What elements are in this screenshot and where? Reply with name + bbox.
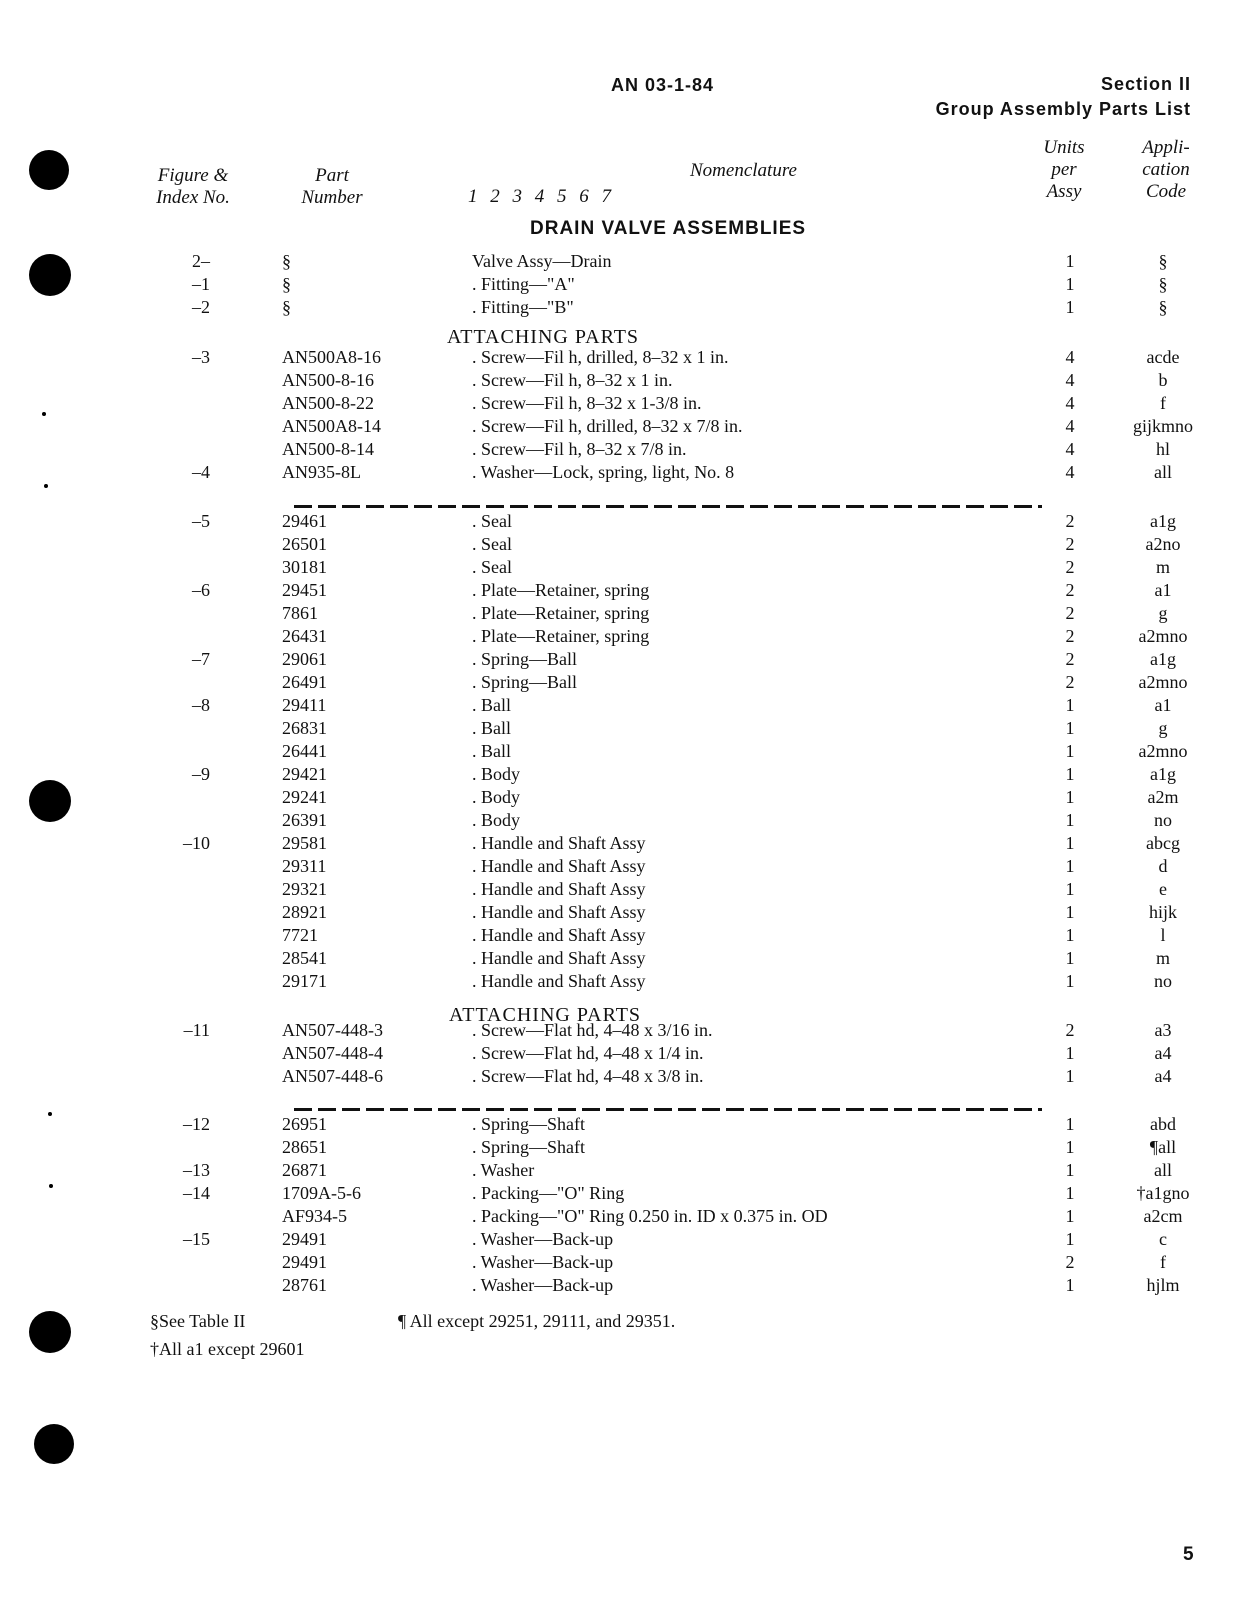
part-number: 29581 bbox=[282, 833, 327, 853]
units-per-assy: 2 bbox=[1065, 1020, 1075, 1040]
nomenclature: . Screw—Fil h, 8–32 x 1 in. bbox=[472, 370, 673, 390]
units-per-assy: 1 bbox=[1065, 1275, 1075, 1295]
units-per-assy: 1 bbox=[1065, 1206, 1075, 1226]
table-row bbox=[0, 296, 1244, 319]
table-row bbox=[0, 250, 1244, 273]
nomenclature: . Packing—"O" Ring bbox=[472, 1183, 625, 1203]
footnote-section-mark: §See Table II bbox=[150, 1311, 246, 1331]
table-row bbox=[0, 1136, 1244, 1159]
application-code: a1g bbox=[1150, 649, 1176, 669]
part-number: 30181 bbox=[282, 557, 327, 577]
table-row bbox=[0, 809, 1244, 832]
application-code: a4 bbox=[1154, 1066, 1172, 1086]
app-header-line1: Appli- bbox=[1142, 137, 1190, 158]
nomenclature: . Plate—Retainer, spring bbox=[472, 603, 650, 623]
figure-index: –7 bbox=[192, 649, 210, 669]
units-per-assy: 2 bbox=[1065, 672, 1075, 692]
nomenclature: . Handle and Shaft Assy bbox=[472, 925, 646, 945]
application-code: § bbox=[1158, 297, 1168, 317]
nomenclature: . Plate—Retainer, spring bbox=[472, 580, 650, 600]
part-number: AN507-448-6 bbox=[282, 1066, 383, 1086]
units-per-assy: 2 bbox=[1065, 1252, 1075, 1272]
table-row bbox=[0, 901, 1244, 924]
nomenclature: . Body bbox=[472, 810, 521, 830]
nomenclature: . Spring—Ball bbox=[472, 672, 578, 692]
table-row bbox=[0, 878, 1244, 901]
application-code: m bbox=[1155, 557, 1170, 577]
part-number: 29411 bbox=[282, 695, 327, 715]
application-code: f bbox=[1160, 393, 1166, 413]
table-row bbox=[0, 855, 1244, 878]
application-code: b bbox=[1158, 370, 1168, 390]
nomenclature: . Handle and Shaft Assy bbox=[472, 948, 646, 968]
attaching-parts-label: ATTACHING PARTS bbox=[449, 1004, 642, 1026]
part-number: 29491 bbox=[282, 1252, 327, 1272]
figure-index: –1 bbox=[192, 274, 210, 294]
units-per-assy: 1 bbox=[1065, 879, 1075, 899]
table-row bbox=[0, 694, 1244, 717]
application-code: g bbox=[1158, 718, 1168, 738]
nomenclature: . Spring—Shaft bbox=[472, 1114, 586, 1134]
figure-index: –5 bbox=[192, 511, 210, 531]
part-number: AN507-448-4 bbox=[282, 1043, 383, 1063]
nomenclature: . Screw—Fil h, 8–32 x 7/8 in. bbox=[472, 439, 687, 459]
nomenclature: . Washer—Back-up bbox=[472, 1275, 614, 1295]
table-row bbox=[0, 1274, 1244, 1297]
application-code: a2m bbox=[1147, 787, 1179, 807]
units-per-assy: 1 bbox=[1065, 1137, 1075, 1157]
application-code: a2cm bbox=[1143, 1206, 1183, 1226]
application-code: all bbox=[1154, 462, 1172, 482]
units-per-assy: 2 bbox=[1065, 580, 1075, 600]
units-per-assy: 1 bbox=[1065, 971, 1075, 991]
doc-number: AN 03-1-84 bbox=[611, 75, 715, 95]
part-number: 29461 bbox=[282, 511, 327, 531]
application-code: a3 bbox=[1154, 1020, 1172, 1040]
nomenclature: . Body bbox=[472, 764, 521, 784]
figure-index: –3 bbox=[192, 347, 210, 367]
part-number: 7861 bbox=[282, 603, 318, 623]
table-row bbox=[0, 625, 1244, 648]
table-row bbox=[0, 602, 1244, 625]
nomenclature: . Washer—Back-up bbox=[472, 1252, 614, 1272]
application-code: acde bbox=[1146, 347, 1180, 367]
figure-header-line1: Figure & bbox=[157, 165, 229, 186]
section-label: Section II bbox=[1100, 74, 1191, 94]
figure-index: –13 bbox=[183, 1160, 210, 1180]
application-code: m bbox=[1155, 948, 1170, 968]
part-number: 28761 bbox=[282, 1275, 327, 1295]
application-code: abcg bbox=[1146, 833, 1180, 853]
table-row bbox=[0, 1205, 1244, 1228]
table-row bbox=[0, 533, 1244, 556]
units-per-assy: 1 bbox=[1065, 1043, 1075, 1063]
table-row bbox=[0, 924, 1244, 947]
table-row bbox=[0, 1065, 1244, 1088]
application-code: a2mno bbox=[1138, 741, 1188, 761]
units-per-assy: 2 bbox=[1065, 557, 1075, 577]
nomenclature: . Screw—Flat hd, 4–48 x 3/8 in. bbox=[472, 1066, 704, 1086]
part-number: 26501 bbox=[282, 534, 327, 554]
table-row bbox=[0, 1042, 1244, 1065]
attaching-parts-label: ATTACHING PARTS bbox=[447, 326, 640, 348]
part-number: 7721 bbox=[282, 925, 318, 945]
part-number: 28541 bbox=[282, 948, 327, 968]
table-row bbox=[0, 947, 1244, 970]
table-row bbox=[0, 648, 1244, 671]
units-per-assy: 1 bbox=[1065, 833, 1075, 853]
units-header-line2: per bbox=[1051, 159, 1077, 180]
nomenclature: . Washer bbox=[472, 1160, 535, 1180]
units-per-assy: 1 bbox=[1065, 925, 1075, 945]
table-row bbox=[0, 763, 1244, 786]
table-row bbox=[0, 671, 1244, 694]
part-number: AN935-8L bbox=[282, 462, 361, 482]
app-header-line3: Code bbox=[1145, 181, 1187, 202]
units-per-assy: 1 bbox=[1065, 274, 1075, 294]
part-number: 29171 bbox=[282, 971, 327, 991]
units-per-assy: 2 bbox=[1065, 534, 1075, 554]
figure-index: –6 bbox=[192, 580, 210, 600]
footnote-pilcrow: ¶ All except 29251, 29111, and 29351. bbox=[398, 1311, 676, 1331]
figure-index: –15 bbox=[183, 1229, 210, 1249]
units-per-assy: 1 bbox=[1065, 297, 1075, 317]
application-code: ¶all bbox=[1149, 1137, 1177, 1157]
table-row bbox=[0, 1159, 1244, 1182]
nomenclature: . Ball bbox=[472, 695, 511, 715]
figure-index: –2 bbox=[192, 297, 210, 317]
units-per-assy: 2 bbox=[1065, 511, 1075, 531]
units-per-assy: 1 bbox=[1065, 251, 1075, 271]
units-per-assy: 2 bbox=[1065, 649, 1075, 669]
application-code: l bbox=[1160, 925, 1166, 945]
section-title: Group Assembly Parts List bbox=[935, 99, 1191, 119]
nomenclature: . Handle and Shaft Assy bbox=[472, 879, 646, 899]
application-code: g bbox=[1158, 603, 1168, 623]
application-code-header bbox=[1128, 137, 1204, 203]
units-per-assy: 1 bbox=[1065, 718, 1075, 738]
table-row bbox=[0, 579, 1244, 602]
units-per-assy: 4 bbox=[1065, 347, 1075, 367]
binder-hole bbox=[29, 1311, 71, 1353]
application-code: a1g bbox=[1150, 764, 1176, 784]
part-header-line2: Number bbox=[301, 187, 363, 208]
indent-levels-header: 1 2 3 4 5 6 7 bbox=[468, 186, 615, 207]
table-row bbox=[0, 1251, 1244, 1274]
nomenclature: . Spring—Ball bbox=[472, 649, 578, 669]
binder-hole bbox=[29, 150, 69, 190]
units-per-assy: 1 bbox=[1065, 764, 1075, 784]
units-per-assy: 4 bbox=[1065, 439, 1075, 459]
units-per-assy-header bbox=[1032, 137, 1096, 203]
application-code: a2no bbox=[1145, 534, 1181, 554]
units-per-assy: 2 bbox=[1065, 603, 1075, 623]
table-row bbox=[0, 717, 1244, 740]
nomenclature: . Washer—Back-up bbox=[472, 1229, 614, 1249]
part-number: 26431 bbox=[282, 626, 327, 646]
units-per-assy: 4 bbox=[1065, 370, 1075, 390]
nomenclature: . Spring—Shaft bbox=[472, 1137, 586, 1157]
units-per-assy: 1 bbox=[1065, 787, 1075, 807]
application-code: hl bbox=[1155, 439, 1170, 459]
nomenclature: . Handle and Shaft Assy bbox=[472, 902, 646, 922]
application-code: no bbox=[1154, 810, 1172, 830]
nomenclature: . Fitting—"B" bbox=[472, 297, 574, 317]
units-per-assy: 1 bbox=[1065, 695, 1075, 715]
part-number: 26831 bbox=[282, 718, 327, 738]
table-row bbox=[0, 438, 1244, 461]
part-number: 29421 bbox=[282, 764, 327, 784]
table-row bbox=[0, 1182, 1244, 1205]
part-number: 26491 bbox=[282, 672, 327, 692]
units-header-line1: Units bbox=[1043, 137, 1085, 158]
part-number: AN500A8-14 bbox=[282, 416, 381, 436]
nomenclature: . Ball bbox=[472, 718, 511, 738]
part-number: AF934-5 bbox=[282, 1206, 348, 1226]
nomenclature: . Handle and Shaft Assy bbox=[472, 856, 646, 876]
application-code: hijk bbox=[1148, 902, 1177, 922]
nomenclature: . Screw—Flat hd, 4–48 x 1/4 in. bbox=[472, 1043, 704, 1063]
nomenclature: . Screw—Fil h, 8–32 x 1-3/8 in. bbox=[472, 393, 702, 413]
figure-index: –10 bbox=[183, 833, 210, 853]
nomenclature: . Handle and Shaft Assy bbox=[472, 971, 646, 991]
nomenclature: . Seal bbox=[472, 557, 512, 577]
part-number: AN507-448-3 bbox=[282, 1020, 383, 1040]
nomenclature: Valve Assy—Drain bbox=[472, 251, 612, 271]
part-number: § bbox=[282, 251, 291, 271]
nomenclature: . Washer—Lock, spring, light, No. 8 bbox=[472, 462, 735, 482]
units-per-assy: 1 bbox=[1065, 810, 1075, 830]
figure-index: 2– bbox=[192, 251, 210, 271]
figure-index: –12 bbox=[183, 1114, 210, 1134]
figure-index: –8 bbox=[192, 695, 210, 715]
figure-index-header bbox=[140, 165, 246, 209]
page-number: 5 bbox=[1183, 1544, 1194, 1565]
part-number: 28921 bbox=[282, 902, 327, 922]
part-number: AN500A8-16 bbox=[282, 347, 381, 367]
part-number: 29491 bbox=[282, 1229, 327, 1249]
nomenclature: . Handle and Shaft Assy bbox=[472, 833, 646, 853]
part-number: 29311 bbox=[282, 856, 327, 876]
table-row bbox=[0, 556, 1244, 579]
nomenclature: . Screw—Fil h, drilled, 8–32 x 1 in. bbox=[472, 347, 729, 367]
part-number: 26871 bbox=[282, 1160, 327, 1180]
nomenclature: . Screw—Fil h, drilled, 8–32 x 7/8 in. bbox=[472, 416, 743, 436]
table-row bbox=[0, 392, 1244, 415]
application-code: all bbox=[1154, 1160, 1172, 1180]
part-number: 29241 bbox=[282, 787, 327, 807]
part-number: AN500-8-16 bbox=[282, 370, 374, 390]
table-row bbox=[0, 415, 1244, 438]
application-code: c bbox=[1159, 1229, 1167, 1249]
units-per-assy: 4 bbox=[1065, 416, 1075, 436]
nomenclature: . Fitting—"A" bbox=[472, 274, 575, 294]
table-row bbox=[0, 1228, 1244, 1251]
nomenclature: . Seal bbox=[472, 534, 512, 554]
speck bbox=[44, 484, 48, 488]
application-code: f bbox=[1160, 1252, 1166, 1272]
application-code: d bbox=[1158, 856, 1168, 876]
units-per-assy: 1 bbox=[1065, 1183, 1075, 1203]
table-row bbox=[0, 970, 1244, 993]
part-number-header bbox=[286, 165, 378, 209]
part-number: 26441 bbox=[282, 741, 327, 761]
units-per-assy: 4 bbox=[1065, 393, 1075, 413]
part-number: 29321 bbox=[282, 879, 327, 899]
nomenclature-header: Nomenclature bbox=[690, 160, 797, 181]
application-code: hjlm bbox=[1146, 1275, 1180, 1295]
table-row bbox=[0, 740, 1244, 763]
table-row bbox=[0, 461, 1244, 484]
units-header-line3: Assy bbox=[1046, 181, 1082, 202]
units-per-assy: 1 bbox=[1065, 1229, 1075, 1249]
part-number: 29061 bbox=[282, 649, 327, 669]
part-number: 26951 bbox=[282, 1114, 327, 1134]
application-code: abd bbox=[1150, 1114, 1176, 1134]
application-code: a2mno bbox=[1138, 626, 1188, 646]
units-per-assy: 2 bbox=[1065, 626, 1075, 646]
application-code: a1g bbox=[1150, 511, 1176, 531]
units-per-assy: 1 bbox=[1065, 1114, 1075, 1134]
figure-index: –14 bbox=[183, 1183, 210, 1203]
nomenclature: . Ball bbox=[472, 741, 511, 761]
nomenclature: . Screw—Flat hd, 4–48 x 3/16 in. bbox=[472, 1020, 713, 1040]
units-per-assy: 4 bbox=[1065, 462, 1075, 482]
application-code: e bbox=[1159, 879, 1167, 899]
part-number: 26391 bbox=[282, 810, 327, 830]
part-number: 1709A-5-6 bbox=[282, 1183, 361, 1203]
units-per-assy: 1 bbox=[1065, 856, 1075, 876]
nomenclature: . Seal bbox=[472, 511, 512, 531]
application-code: a1 bbox=[1154, 580, 1172, 600]
units-per-assy: 1 bbox=[1065, 902, 1075, 922]
page-title: DRAIN VALVE ASSEMBLIES bbox=[530, 218, 807, 239]
table-row bbox=[0, 346, 1244, 369]
nomenclature: . Body bbox=[472, 787, 521, 807]
part-number: 28651 bbox=[282, 1137, 327, 1157]
units-per-assy: 1 bbox=[1065, 741, 1075, 761]
figure-index: –11 bbox=[183, 1020, 210, 1040]
units-per-assy: 1 bbox=[1065, 1066, 1075, 1086]
nomenclature: . Packing—"O" Ring 0.250 in. ID x 0.375 in. OD bbox=[472, 1206, 828, 1226]
table-row bbox=[0, 786, 1244, 809]
footnote-dagger: †All a1 except 29601 bbox=[150, 1339, 305, 1359]
part-header-line1: Part bbox=[315, 165, 349, 186]
application-code: a1 bbox=[1154, 695, 1172, 715]
application-code: § bbox=[1158, 251, 1168, 271]
application-code: a4 bbox=[1154, 1043, 1172, 1063]
binder-hole bbox=[34, 1424, 74, 1464]
part-number: AN500-8-22 bbox=[282, 393, 374, 413]
dashed-separator bbox=[294, 1108, 1042, 1111]
table-row bbox=[0, 832, 1244, 855]
units-per-assy: 1 bbox=[1065, 948, 1075, 968]
nomenclature: . Plate—Retainer, spring bbox=[472, 626, 650, 646]
application-code: § bbox=[1158, 274, 1168, 294]
figure-index: –4 bbox=[192, 462, 210, 482]
table-row bbox=[0, 1113, 1244, 1136]
application-code: gijkmno bbox=[1132, 416, 1193, 436]
application-code: †a1gno bbox=[1136, 1183, 1190, 1203]
table-row bbox=[0, 510, 1244, 533]
table-row bbox=[0, 369, 1244, 392]
part-number: 29451 bbox=[282, 580, 327, 600]
units-per-assy: 1 bbox=[1065, 1160, 1075, 1180]
table-row bbox=[0, 273, 1244, 296]
application-code: a2mno bbox=[1138, 672, 1188, 692]
dashed-separator bbox=[294, 505, 1042, 508]
part-number: § bbox=[282, 297, 291, 317]
application-code: no bbox=[1154, 971, 1172, 991]
app-header-line2: cation bbox=[1142, 159, 1190, 180]
part-number: AN500-8-14 bbox=[282, 439, 374, 459]
figure-header-line2: Index No. bbox=[156, 187, 230, 208]
part-number: § bbox=[282, 274, 291, 294]
table-row bbox=[0, 1019, 1244, 1042]
figure-index: –9 bbox=[192, 764, 210, 784]
